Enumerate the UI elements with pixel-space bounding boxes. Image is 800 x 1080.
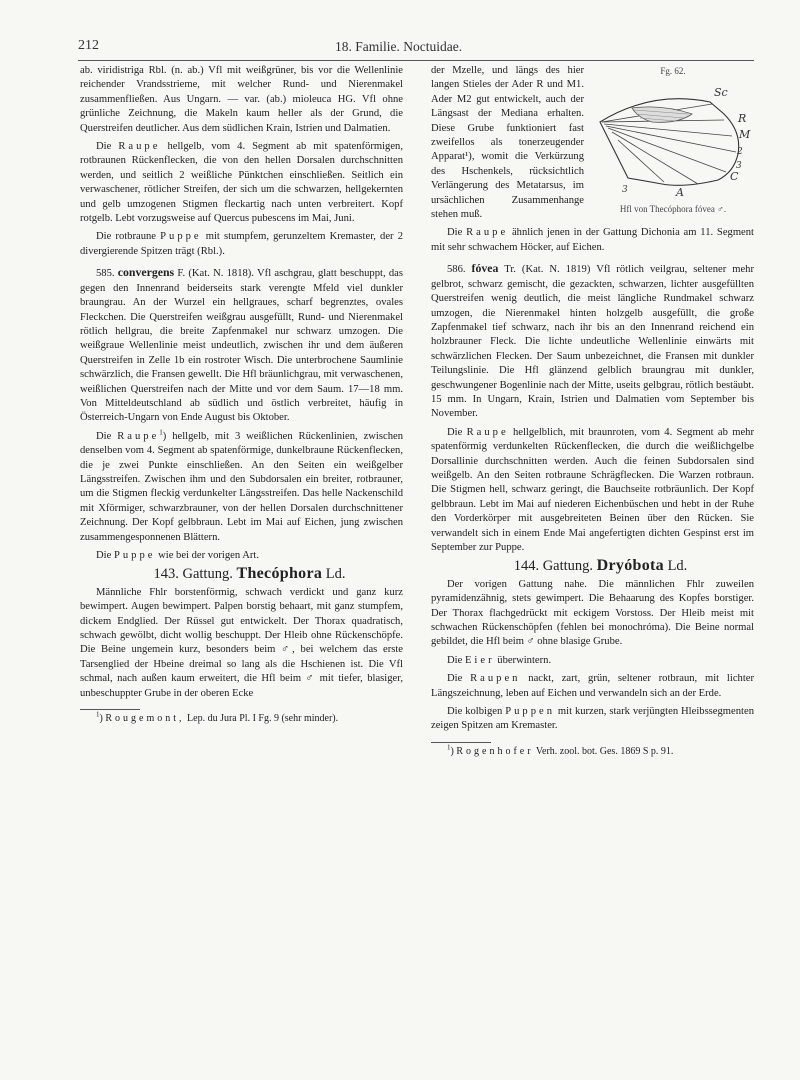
species-entry-585: 585. convergens F. (Kat. N. 1818). Vfl aschgrau, glatt beschuppt, das gegen den Innenrand beiderseits stark verengte Mfeld viel dunkler braungrau. An der Wurzel ein hellgraues, scharf begrenztes, ovales Fleckchen. Die Querstreifen weißgrau ausgefüllt, Rund- und Nierenmakel rötlich hellgrau, die breite Zapfenmakel nur schwarz umzogen. Die weißgraue Wellenlinie meist undeutlich, zwischen ihr und dem äußeren Querstreifen in Zelle 1b ein rostroter Wisch. Die unterbrochene Saumlinie schwärzlich, die Fransen gewellt. Die Hfl bräunlichgrau, mit verwaschenen, weißlichen Querstreifen nach der Mitte und vor dem Saum. 17—18 mm. Von Mitteldeutschland ab südlich und östlich verbreitet, häufig in Österreich-Ungarn von Ende August bis Oktober. — [80, 265, 403, 424]
figure-62 — [592, 64, 754, 217]
spaced-term: Raupen — [470, 673, 521, 685]
page-number: 212 — [78, 38, 99, 53]
footnote-rule — [80, 709, 140, 710]
species-name: fóvea — [471, 261, 499, 276]
paragraph: Die Raupe$^1$) hellgelb, mit 3 weißlichen Rückenlinien, zwischen denselben vom 4. Segment ab spatenförmige, dunkelbraune Rückenflecken, die je zwei Punkte einschließen. An den Seiten ein weißgelber Längsstreifen. Zwischen ihm und den Subdorsalen ein breiter, rotbrauner, um die Stigmen fleckig verdunkelter Längsstreifen. Das helle Nackenschild mit Xförmiger, schwarzbrauner, von der hellen Dorsalen durchschnittener Zeichnung. Der Kopf gelbbraun. Lebt im Mai auf Eichen, jung zwischen zusammengesponnenen Blättern. — [80, 428, 403, 543]
svg-text:C: C — [730, 170, 739, 184]
svg-text:2: 2 — [737, 147, 743, 158]
genus-heading-143: 143. Gattung. Thecóphora Ld. — [153, 565, 346, 583]
header-rule — [78, 60, 754, 61]
paragraph: Die Raupe hellgelblich, mit braunroten, vom 4. Segment ab mehr spatenförmig verdunkelten Rückenflecken, die durch die weißlichgelbe Dorsallinie durchschnitten werden. Auch die feinen Subdorsalen sind weißgelb. An den Seiten rotbraune Schrägflecken. Die Warzen rotbraun. Die Stigmen hell, schwarz geringt, die Bauchseite rotbräunlich. Der Kopf gelbbraun. Lebt im Mai auf niederen Eichenbüschen und hebt in der Ruhe den Vorderkörper mit ausgebreiteten Beinen über den Rücken. Sie verwandelt sich in einem Ende Mai angefertigten dichten Gespinst erst im September zur Puppe. — [431, 426, 754, 553]
running-head: 18. Familie. Noctuidae. — [335, 39, 463, 54]
species-entry-586: 586. fóvea Tr. (Kat. N. 1819) Vfl rötlich veilgrau, seltener mehr gelbrot, schwarz gemischt, die gezackten, schwarzen, lichter ausgefüllten Querstreifen wenig deutlich, die meist längliche Rundmakel schwarz umzogen, die Nierenmakel hinten holzgelb ausgefüllt, die große Zapfenmakel tief schwarz, nach ihr bis an den Innenrand reichend ein holzbrauner Fleck. Die lichte undeutliche Wellenlinie einwärts mit schwärzlichen Flecken. Der Saum unbezeichnet, die Fransen mit dunkler Teilungslinie. Die Hfl glänzend gelblich braungrau mit dunkler, geschwungener Bogenlinie nach der Mitte, useits gelbgrau, rötlich bestäubt. 15 mm. In Ungarn, Krain, Istrien und Dalmatien vom September bis November. — [431, 261, 754, 420]
spaced-term: Raupe — [118, 141, 161, 153]
right-column — [431, 64, 754, 762]
paragraph: Der vorigen Gattung nahe. Die männlichen Fhlr zuweilen pyramidenzähnig, stets gewimpert. Die Behaarung des Kopfes borstiger. Der Thorax flachgedrückt mit eckigem Vorstoss. Der Hleib meist mit schwachen Rückenschöpfen (fehlen bei monochróma). Die Beine normal gebildet, die Hfl beim ♂ ohne blasige Grube. — [431, 578, 754, 648]
svg-text:3: 3 — [736, 161, 742, 172]
paragraph: Die Raupen nackt, zart, grün, seltener rotbraun, mit lichter Längszeichnung, leben auf Eichen und verwandeln sich an der Erde. — [431, 673, 754, 699]
paragraph: Die Raupe hellgelb, vom 4. Segment ab mit spatenförmigen, rotbraunen Rückenflecken, die von den hellen Dorsalen durchschnitten werden, und seitlich 2 weißliche Pünktchen einschließen. Seitlich ein verwaschener, rötlicher Streifen, der sich um die schwarzen, hellgekernten und gelb umzogenen Stigmen fleckartig nach unten verbreitert. Kopf rotgelb. Lebt vorzugsweise auf Quercus pubescens im Mai, Juni. — [80, 141, 403, 225]
genus-name: Dryóbota — [596, 557, 664, 575]
wing-illustration — [592, 80, 752, 200]
paragraph: Die Eier überwintern. — [447, 654, 552, 666]
spaced-term: Raupe — [466, 426, 509, 438]
footnote-rule — [431, 742, 491, 743]
svg-text:A: A — [676, 186, 684, 200]
paragraph: Fg. 62. Sc R M 2 3 C 3 A Hfl von Thecóphora fóvea ♂. der Mzelle, und längs des hier langen Stieles der Ader R und M1. Ader M2 gut entwickelt, auch der Längsast der Mediana erhalten. Diese Grube funktioniert fast zweifellos als tonerzeugender Apparat¹), womit die Verkürzung des Hschenkels, rücksichtlich Verlängerung des Metatarsus, im ursächlichen Zusammenhange stehen muß. — [431, 64, 754, 222]
paragraph: Die rotbraune Puppe mit stumpfem, gerunzeltem Kremaster, der 2 divergierende Spitzen trägt (Rbl.). — [80, 231, 403, 257]
genus-name: Thecóphora — [236, 565, 323, 583]
paragraph: Die kolbigen Puppen mit kurzen, stark verjüngten Hleibssegmenten zeigen Spitzen am Kremaster. — [431, 706, 754, 732]
spaced-term: Puppen — [505, 706, 555, 718]
svg-text:3: 3 — [622, 185, 628, 196]
figure-caption: Hfl von Thecóphora fóvea ♂. — [619, 204, 727, 215]
paragraph: Männliche Fhlr borstenförmig, schwach verdickt und ganz kurz bewimpert. Augen bewimpert. Palpen borstig behaart, mit ganz stumpfem, dickem Endglied. Der Rüssel gut entwickelt. Der Thorax quadratisch, schwach gewölbt, dicht wollig beschuppt. Der Hleib ohne Rückenschöpfe. Die Beine ungemein kurz, besonders beim ♂, bei welchem das erste Tarsenglied der Hbeine dreimal so lang als die Hschienen ist. Die Vfl schmal, nach außen kaum erweitert, die Hfl beim ♂ mit tiefer, blasiger, unbeschuppter Grube in der oberen Ecke — [80, 586, 403, 699]
spaced-term: Puppe — [160, 231, 202, 243]
page-header — [78, 38, 754, 58]
spaced-term: Raupe — [466, 227, 509, 239]
svg-text:M: M — [739, 128, 751, 142]
footnote: $^1$) Rogenhofer Verh. zool. bot. Ges. 1869 S p. 91. — [447, 743, 674, 757]
paragraph: ab. viridistriga Rbl. (n. ab.) Vfl mit weißgrüner, bis vor die Wellenlinie reichender Vrandsstrieme, mit welcher Rund- und Nierenmakel zusammenfließen. Aus Ungarn. — var. (ab.) mioleuca HG. Vfl ohne grünliche Zeichnung, die Makeln kaum heller als der Grund, die Querstreifen deutlicher. Aus dem südlichen Krain, Istrien und Dalmatien. — [80, 65, 403, 134]
spaced-term: Raupe — [117, 430, 160, 442]
left-column — [80, 64, 403, 729]
paragraph: Die Puppe wie bei der vorigen Art. — [96, 550, 259, 561]
svg-text:Sc: Sc — [714, 86, 728, 100]
svg-text:R: R — [738, 112, 747, 126]
genus-heading-144: 144. Gattung. Dryóbota Ld. — [513, 557, 688, 575]
species-name: convergens — [117, 265, 175, 280]
figure-label: Fg. 62. — [660, 66, 686, 76]
spaced-term: Puppe — [113, 550, 156, 561]
spaced-term: Eier — [464, 654, 495, 666]
paragraph: Die Raupe ähnlich jenen in der Gattung Dichonia am 11. Segment mit sehr schwachem Höcker, auf Eichen. — [431, 227, 754, 253]
footnote: $^1$) Rougemont, Lep. du Jura Pl. I Fg. 9 (sehr minder). — [96, 710, 339, 725]
